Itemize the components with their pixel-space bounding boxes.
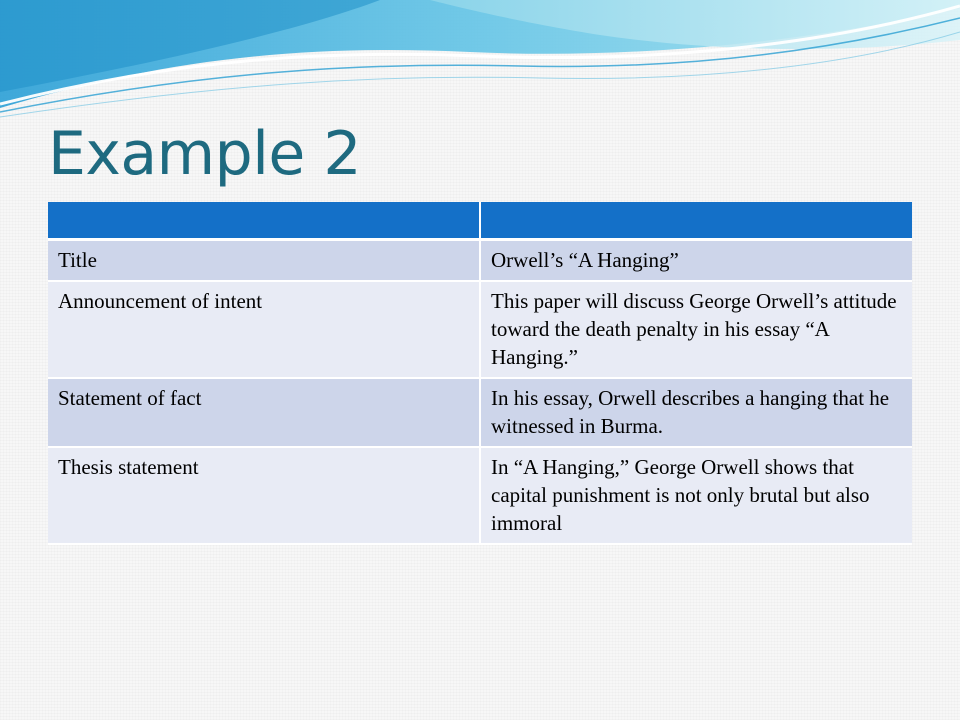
row-label: Thesis statement: [48, 447, 480, 544]
table-row: [48, 281, 912, 378]
table-header-cell: [480, 202, 912, 240]
slide-title: Example 2: [48, 119, 362, 189]
thesis-example-table: [48, 202, 912, 545]
table-header-cell: [48, 202, 480, 240]
row-content: This paper will discuss George Orwell’s attitude toward the death penalty in his essay “A Hanging.”: [480, 281, 912, 378]
row-label: Statement of fact: [48, 378, 480, 447]
table-header-row: [48, 202, 912, 240]
row-label: Announcement of intent: [48, 281, 480, 378]
table-row: [48, 447, 912, 544]
table-row: [48, 378, 912, 447]
decorative-wave-banner: [0, 0, 960, 120]
row-label: Title: [48, 240, 480, 282]
table-row: [48, 240, 912, 282]
row-content: In his essay, Orwell describes a hanging that he witnessed in Burma.: [480, 378, 912, 447]
row-content: In “A Hanging,” George Orwell shows that capital punishment is not only brutal but also immoral: [480, 447, 912, 544]
row-content: Orwell’s “A Hanging”: [480, 240, 912, 282]
